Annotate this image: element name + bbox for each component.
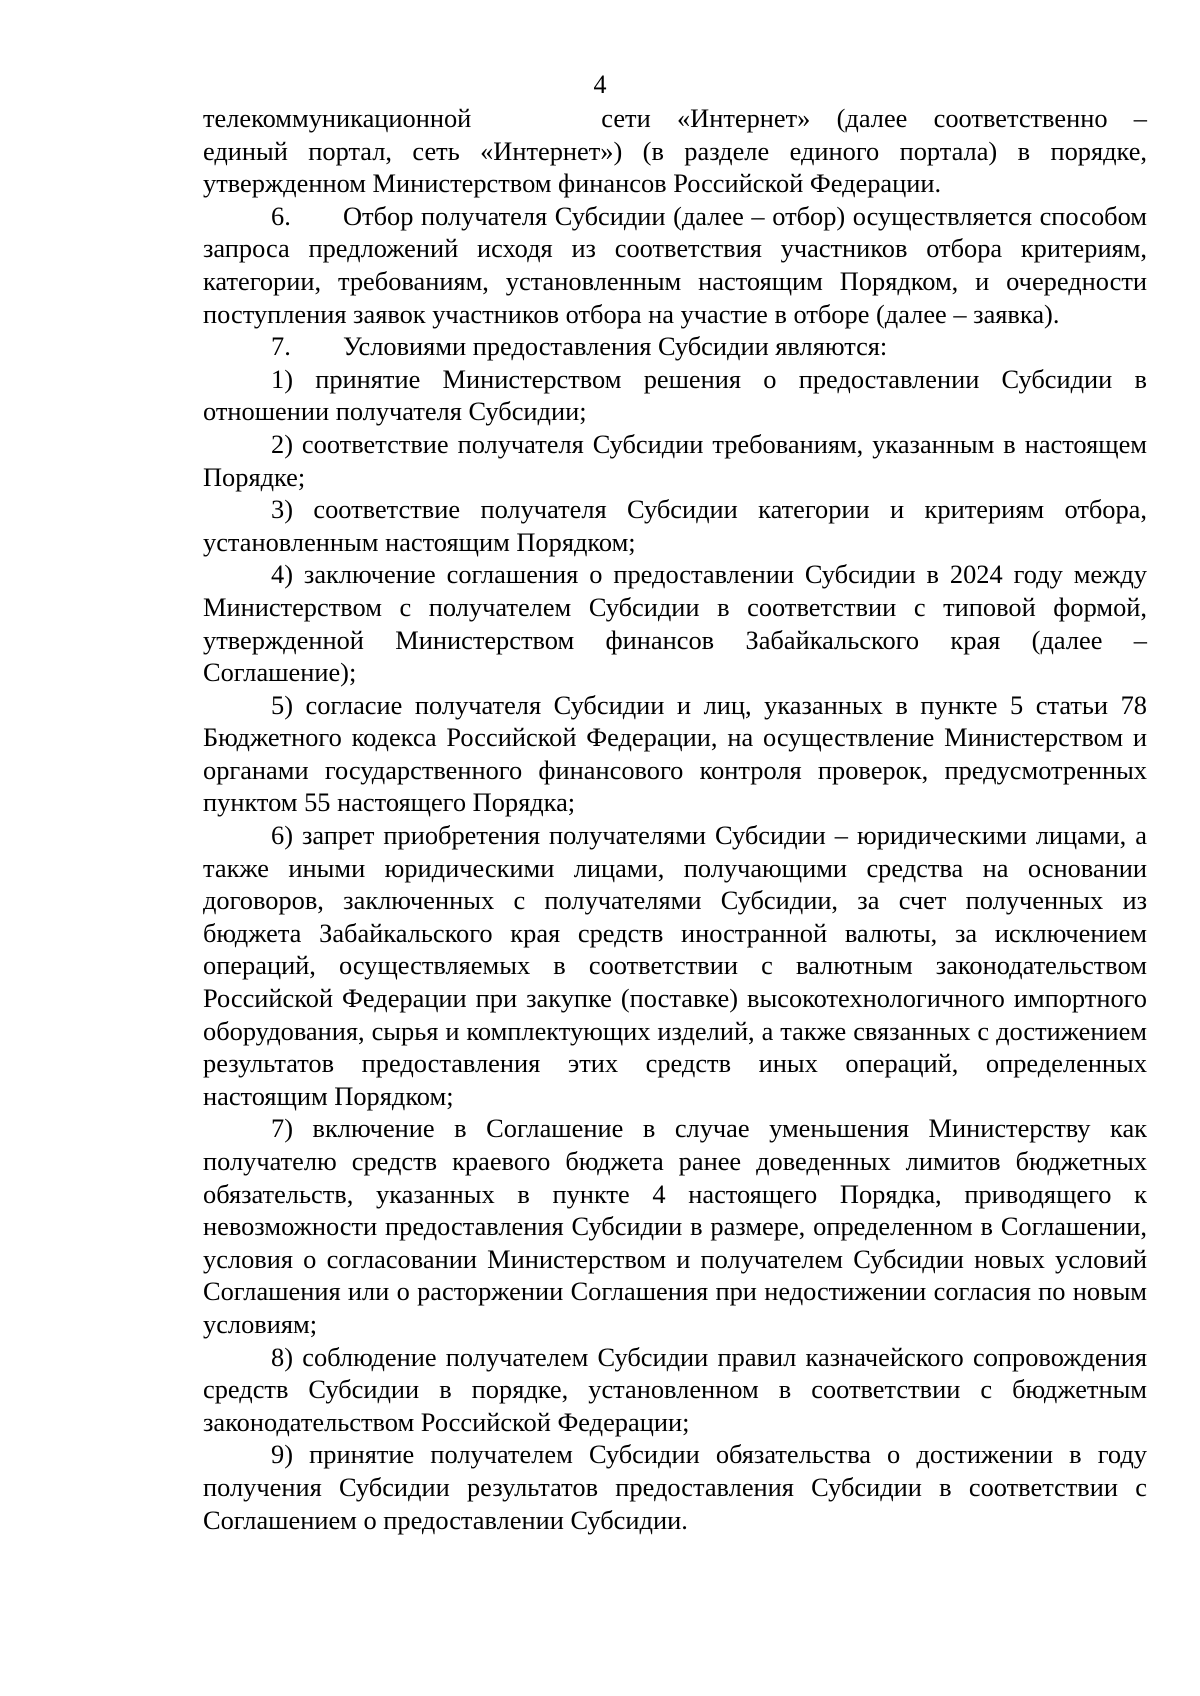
list-item-7: 7) включение в Соглашение в случае уменьшения Министерству как получателю средств краевого бюджета ранее доведенных лимитов бюджетных обязательств, указанных в пункте 4 настоящего Порядка, приводящего к невозможности предоставления Субсидии в размере, определенном в Соглашении, условия о согласовании Министерством и получателем Субсидии новых условий Соглашения или о расторжении Соглашения при недостижении согласия по новым условиям;	[203, 1113, 1147, 1339]
paragraph-continuation-start: телекоммуникационной	[203, 103, 472, 133]
list-item-3: 3) соответствие получателя Субсидии категории и критериям отбора, установленным настоящим Порядком;	[203, 494, 1147, 557]
paragraph-7-number: 7.	[271, 331, 291, 362]
paragraph-continuation	[203, 102, 1147, 200]
paragraph-6	[203, 200, 1147, 330]
list-item-6: 6) запрет приобретения получателями Субсидии – юридическими лицами, а также иными юридическими лицами, получающими средства на основании договоров, заключенных с получателями Субсидии, за счет полученных из бюджета Забайкальского края средств иностранной валюты, за исключением операций, осуществляемых в соответствии с валютным законодательством Российской Федерации при закупке (поставке) высокотехнологичного импортного оборудования, сырья и комплектующих изделий, а также связанных с достижением результатов предоставления этих средств иных операций, определенных настоящим Порядком;	[203, 820, 1147, 1111]
list-item-4: 4) заключение соглашения о предоставлении Субсидии в 2024 году между Министерством с получателем Субсидии в соответствии с типовой формой, утвержденной Министерством финансов Забайкальского края (далее – Соглашение);	[203, 559, 1147, 688]
list-item-9: 9) принятие получателем Субсидии обязательства о достижении в году получения Субсидии результатов предоставления Субсидии в соответствии с Соглашением о предоставлении Субсидии.	[203, 1439, 1147, 1535]
list-item-5: 5) согласие получателя Субсидии и лиц, указанных в пункте 5 статьи 78 Бюджетного кодекса Российской Федерации, на осуществление Министерством и органами государственного финансового контроля проверок, предусмотренных пунктом 55 настоящего Порядка;	[203, 689, 1147, 818]
paragraph-6-number: 6.	[271, 200, 291, 231]
list-item-2: 2) соответствие получателя Субсидии требованиям, указанным в настоящем Порядке;	[203, 428, 1147, 492]
paragraph-6-text: Отбор получателя Субсидии (далее – отбор) осуществляется способом запроса предложений исходя из соответствия участников отбора критериям, категории, требованиям, установленным настоящим Порядком, и очередности поступления заявок участников отбора на участие в отборе (далее – заявка).	[203, 200, 1147, 329]
paragraph-7-text: Условиями предоставления Субсидии являются:	[343, 331, 888, 362]
paragraph-7	[203, 330, 1147, 363]
document-body	[203, 102, 1147, 1536]
list-item-8: 8) соблюдение получателем Субсидии правил казначейского сопровождения средств Субсидии в порядке, установленном в соответствии с бюджетным законодательством Российской Федерации;	[203, 1341, 1147, 1437]
page-number: 4	[593, 70, 607, 99]
list-item-1: 1) принятие Министерством решения о предоставлении Субсидии в отношении получателя Субсидии;	[203, 363, 1147, 427]
paragraph-continuation-rest: сети «Интернет» (далее соответственно – единый портал, сеть «Интернет») (в разделе единого портала) в порядке, утвержденном Министерством финансов Российской Федерации.	[203, 103, 1147, 199]
